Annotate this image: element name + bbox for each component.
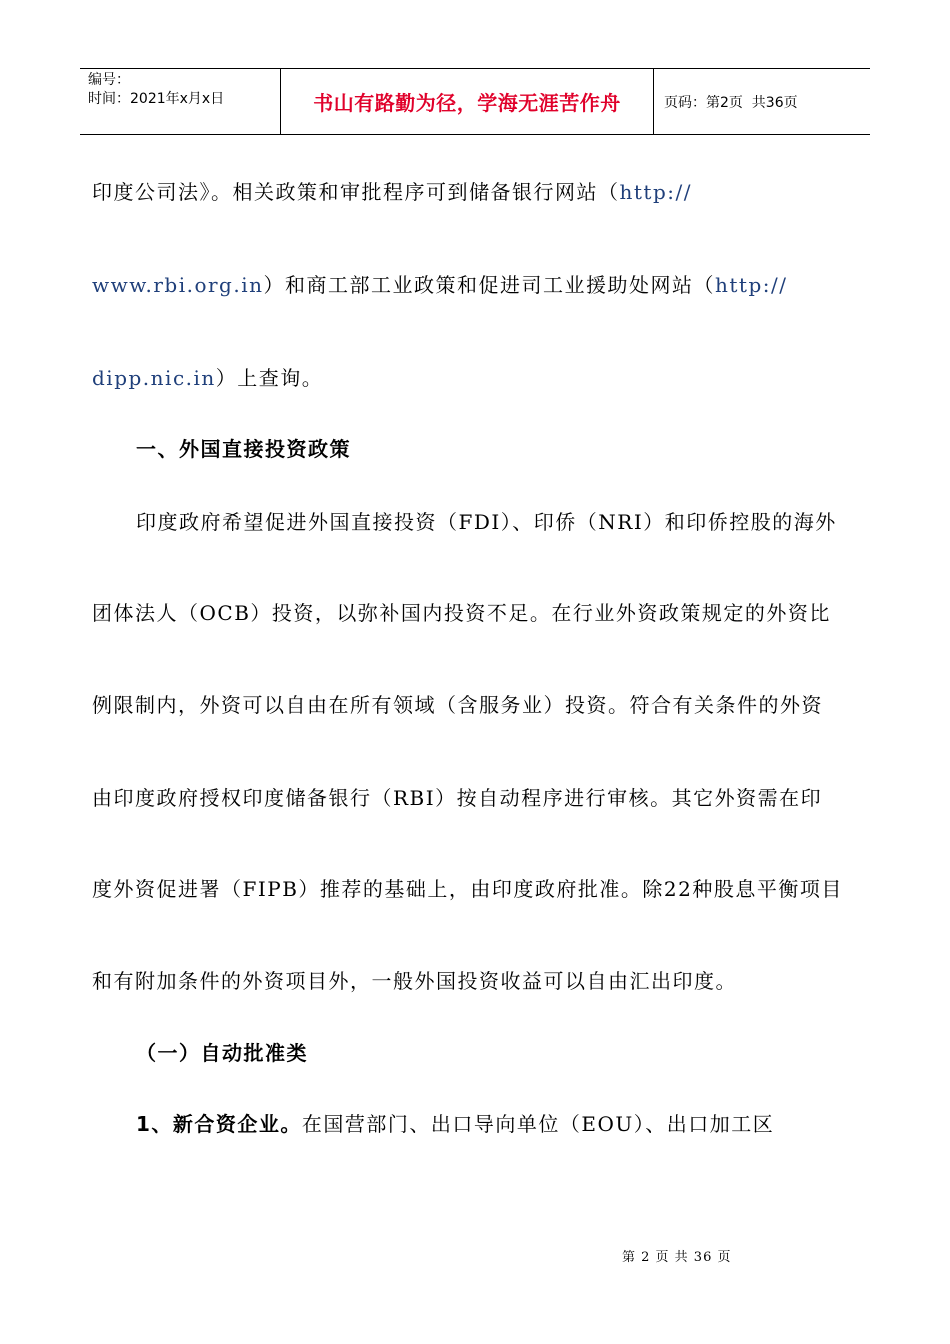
url-link[interactable]: http:// <box>619 180 692 204</box>
paragraph-line: 和有附加条件的外资项目外，一般外国投资收益可以自由汇出印度。 <box>92 969 737 993</box>
page-info: 页码：第2页 共36页 <box>664 94 798 111</box>
body-line-1 <box>92 180 692 204</box>
body-line-3 <box>92 366 323 390</box>
header-motto-cell <box>281 69 654 134</box>
motto-text: 书山有路勤为径，学海无涯苦作舟 <box>313 91 621 115</box>
section-heading-2: （一）自动批准类 <box>136 1041 308 1065</box>
paragraph-line: 度外资促进署（FIPB）推荐的基础上，由印度政府批准。除22种股息平衡项目 <box>92 877 843 901</box>
paragraph-line: 例限制内，外资可以自由在所有领域（含服务业）投资。符合有关条件的外资 <box>92 693 823 717</box>
paragraph-line: 团体法人（OCB）投资，以弥补国内投资不足。在行业外资政策规定的外资比 <box>92 601 831 625</box>
serial-label: 编号： <box>88 72 130 88</box>
body-text: ）上查询。 <box>215 366 324 390</box>
time-label: 时间：2021年x月x日 <box>88 91 225 107</box>
section-heading-1: 一、外国直接投资政策 <box>136 437 351 461</box>
header-table <box>80 68 870 135</box>
paragraph-line: 由印度政府授权印度储备银行（RBI）按自动程序进行审核。其它外资需在印 <box>92 786 823 810</box>
footer-page-number: 第 2 页 共 36 页 <box>622 1250 732 1265</box>
url-link[interactable]: dipp.nic.in <box>92 366 216 390</box>
url-link[interactable]: www.rbi.org.in <box>92 273 264 297</box>
list-item-label: 1、新合资企业。 <box>136 1112 302 1136</box>
url-link[interactable]: http:// <box>715 273 788 297</box>
header-page-cell <box>654 69 870 134</box>
list-item-text: 在国营部门、出口导向单位（EOU）、出口加工区 <box>301 1112 775 1136</box>
body-text: ）和商工部工业政策和促进司工业援助处网站（ <box>263 273 715 297</box>
header-meta-cell <box>80 69 281 134</box>
paragraph-line: 印度政府希望促进外国直接投资（FDI）、印侨（NRI）和印侨控股的海外 <box>136 510 837 534</box>
list-item-1 <box>136 1112 774 1136</box>
body-line-2 <box>92 273 787 297</box>
body-text: 印度公司法》。相关政策和审批程序可到储备银行网站（ <box>92 180 620 204</box>
